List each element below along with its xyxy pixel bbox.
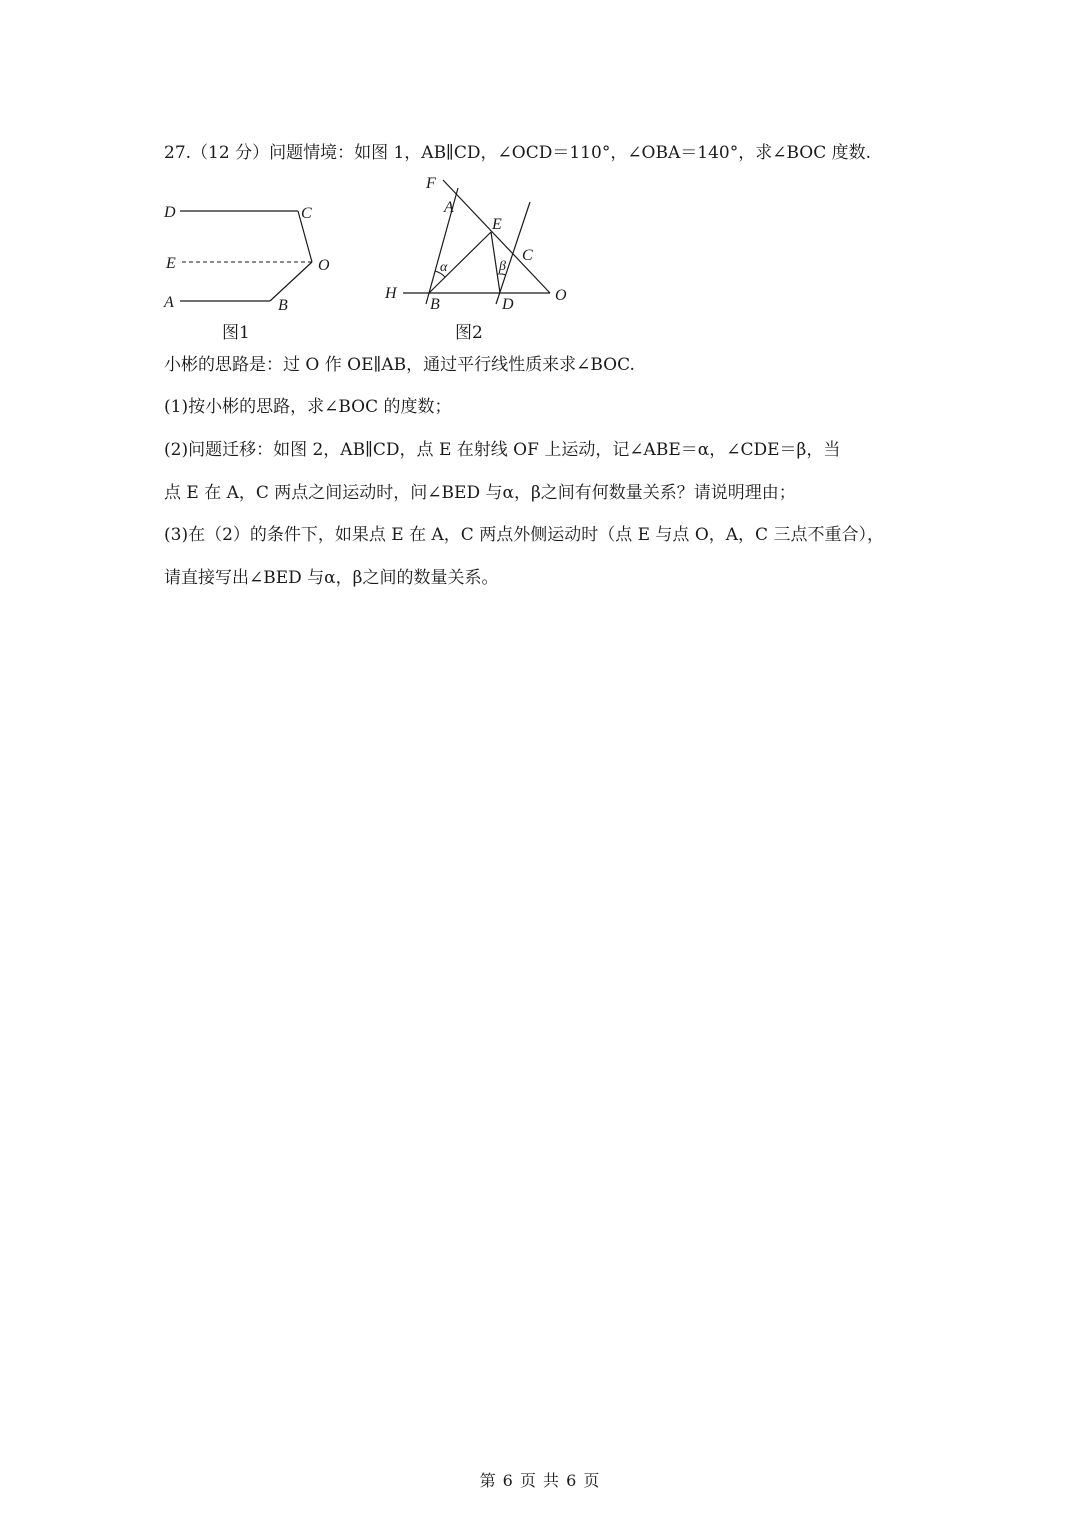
label-E: E <box>166 255 176 272</box>
problem-part-3-line-1: (3)在（2）的条件下，如果点 E 在 A，C 两点外侧运动时（点 E 与点 O，A，C 三点不重合）， <box>164 525 884 545</box>
label-H: H <box>385 285 397 302</box>
figure-1 <box>160 195 340 320</box>
label-beta: β <box>499 259 506 274</box>
figure-1-caption: 图1 <box>222 323 250 343</box>
label-D: D <box>164 204 176 221</box>
problem-header: 27.（12 分）问题情境：如图 1，AB∥CD，∠OCD＝110°，∠OBA＝140°，求∠BOC 度数. <box>164 143 872 163</box>
label-B: B <box>278 297 288 314</box>
label-O: O <box>555 287 567 304</box>
problem-hint: 小彬的思路是：过 O 作 OE∥AB，通过平行线性质来求∠BOC. <box>164 355 635 375</box>
label-B: B <box>430 296 440 313</box>
problem-part-2-line-2: 点 E 在 A，C 两点之间运动时，问∠BED 与α，β之间有何数量关系？请说明理由； <box>164 483 796 503</box>
label-C: C <box>301 205 312 222</box>
label-E: E <box>492 216 502 233</box>
problem-part-3-line-2: 请直接写出∠BED 与α，β之间的数量关系。 <box>164 568 499 588</box>
label-O: O <box>318 257 330 274</box>
label-C: C <box>522 247 533 264</box>
label-D: D <box>502 296 514 313</box>
segment-OB <box>270 262 312 301</box>
page-footer: 第 6 页 共 6 页 <box>479 1471 601 1490</box>
figure-2-caption: 图2 <box>455 323 483 343</box>
problem-part-1: (1)按小彬的思路，求∠BOC 的度数； <box>164 397 452 417</box>
label-F: F <box>426 175 436 192</box>
label-alpha: α <box>440 260 448 275</box>
label-A: A <box>164 294 174 311</box>
problem-part-2-line-1: (2)问题迁移：如图 2，AB∥CD，点 E 在射线 OF 上运动，记∠ABE＝α，∠CDE＝β，当 <box>164 440 841 460</box>
label-A: A <box>444 199 454 216</box>
figure-2 <box>380 170 580 320</box>
ray-OF <box>443 180 550 293</box>
segment-BE <box>429 232 491 293</box>
arc-beta <box>497 274 506 275</box>
